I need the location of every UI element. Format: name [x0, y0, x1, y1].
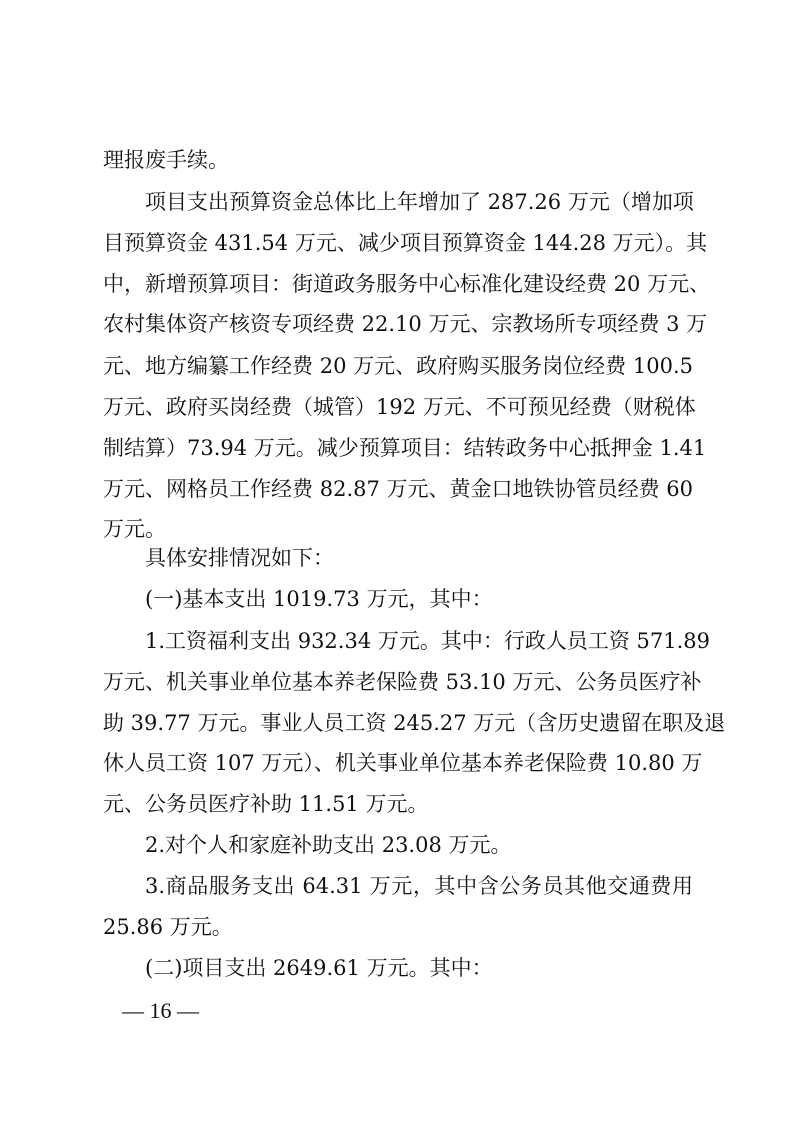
text-line: 项目支出预算资金总体比上年增加了 287.26 万元（增加项: [145, 190, 694, 214]
text-line: 助 39.77 万元。事业人员工资 245.27 万元（含历史遗留在职及退: [103, 711, 726, 735]
section-heading: (二)项目支出 2649.61 万元。其中：: [145, 956, 493, 980]
text-line: 农村集体资产核资专项经费 22.10 万元、宗教场所专项经费 3 万: [103, 312, 708, 336]
text-line: 具体安排情况如下：: [145, 546, 334, 570]
text-line: 万元、机关事业单位基本养老保险费 53.10 万元、公务员医疗补: [103, 670, 702, 694]
text-line: 目预算资金 431.54 万元、减少项目预算资金 144.28 万元）。其: [103, 231, 708, 255]
text-line: 理报废手续。: [103, 148, 229, 172]
text-line: 3.商品服务支出 64.31 万元，其中含公务员其他交通费用: [145, 874, 693, 898]
text-line: 元、地方编纂工作经费 20 万元、政府购买服务岗位经费 100.5: [103, 354, 693, 378]
text-line: 万元、网格员工作经费 82.87 万元、黄金口地铁协管员经费 60: [103, 477, 693, 501]
text-line: 万元、政府买岗经费（城管）192 万元、不可预见经费（财税体: [103, 395, 696, 419]
text-line: 万元。: [103, 517, 166, 541]
text-line: 制结算）73.94 万元。减少预算项目：结转政务中心抵押金 1.41: [103, 436, 707, 460]
text-line: 中，新增预算项目：街道政务服务中心标准化建设经费 20 万元、: [103, 272, 711, 296]
text-line: 1.工资福利支出 932.34 万元。其中：行政人员工资 571.89: [145, 629, 711, 653]
text-line: 元、公务员医疗补助 11.51 万元。: [103, 792, 429, 816]
text-line: 休人员工资 107 万元）、机关事业单位基本养老保险费 10.80 万: [103, 751, 703, 775]
section-heading: (一)基本支出 1019.73 万元，其中：: [145, 587, 493, 611]
page-number: — 16 —: [122, 998, 199, 1023]
text-line: 2.对个人和家庭补助支出 23.08 万元。: [145, 833, 512, 857]
text-line: 25.86 万元。: [103, 915, 233, 939]
